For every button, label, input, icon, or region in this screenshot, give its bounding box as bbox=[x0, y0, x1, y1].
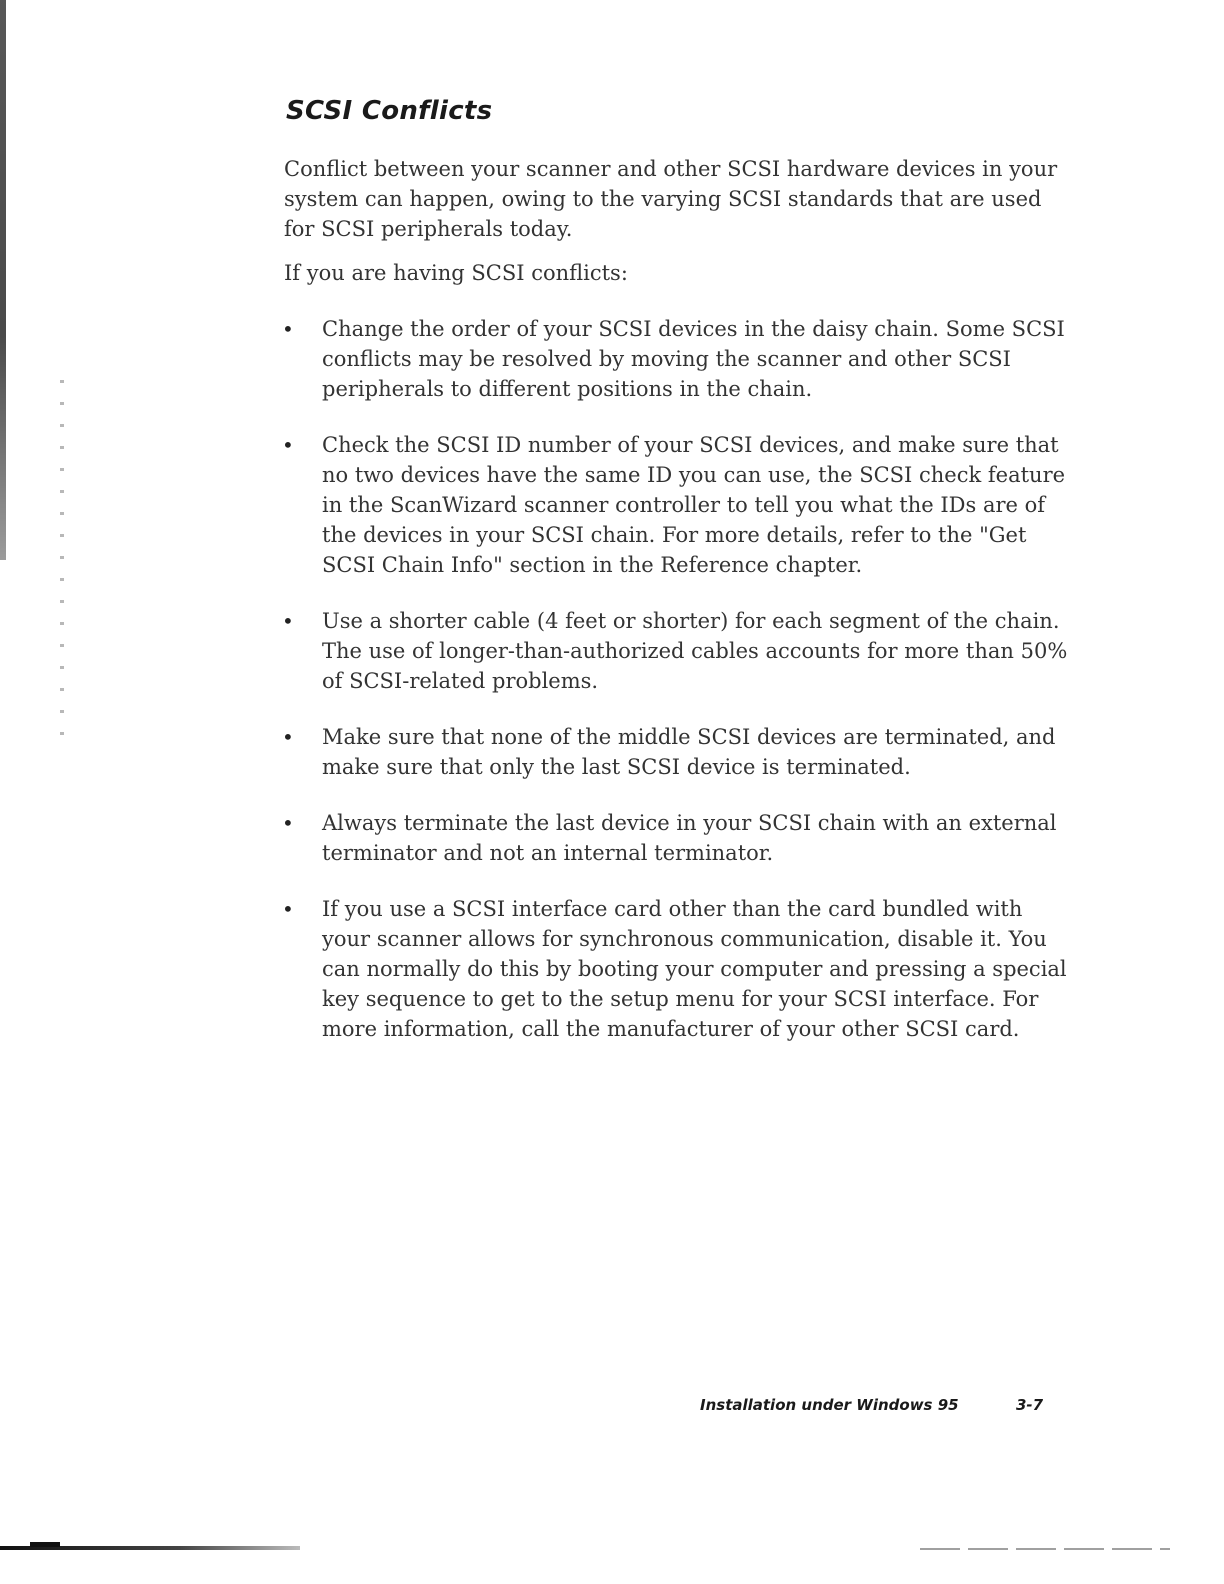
bullet-icon: • bbox=[282, 725, 294, 749]
scan-edge-bottom-right bbox=[920, 1548, 1170, 1550]
scan-artifacts bbox=[60, 380, 64, 740]
list-item bbox=[278, 722, 1068, 782]
bullet-icon: • bbox=[282, 317, 294, 341]
bullet-text: If you use a SCSI interface card other than the card bundled with your scanner allows for synchronous communication, disable it. You can normally do this by booting your computer and pressing a special key sequence to get to the setup menu for your SCSI interface. For more information, call the manufacturer of your other SCSI card. bbox=[322, 897, 1067, 1041]
bullet-list bbox=[278, 314, 1068, 1070]
list-item bbox=[278, 606, 1068, 696]
bullet-icon: • bbox=[282, 609, 294, 633]
bullet-text: Check the SCSI ID number of your SCSI devices, and make sure that no two devices have the same ID you can use, the SCSI check feature in the ScanWizard scanner controller to tell you what the IDs are of the devices in your SCSI chain. For more details, refer to the "Get SCSI Chain Info" section in the Reference chapter. bbox=[322, 433, 1066, 577]
scan-edge-bottom-left bbox=[0, 1546, 300, 1550]
bullet-text: Change the order of your SCSI devices in the daisy chain. Some SCSI conflicts may be resolved by moving the scanner and other SCSI peripherals to different positions in the chain. bbox=[322, 317, 1065, 401]
intro-paragraph: Conflict between your scanner and other SCSI hardware devices in your system can happen, owing to the varying SCSI standards that are used for SCSI peripherals today. bbox=[284, 157, 1058, 241]
scan-edge-left bbox=[0, 0, 6, 560]
list-item bbox=[278, 894, 1068, 1044]
bullet-icon: • bbox=[282, 811, 294, 835]
page-title: SCSI Conflicts bbox=[286, 96, 493, 126]
list-item bbox=[278, 808, 1068, 868]
list-item bbox=[278, 430, 1068, 580]
page-number: 3-7 bbox=[1016, 1396, 1044, 1414]
bullet-icon: • bbox=[282, 433, 294, 457]
bullet-icon: • bbox=[282, 897, 294, 921]
bullet-text: Use a shorter cable (4 feet or shorter) for each segment of the chain. The use of longer-than-authorized cables accounts for more than 50% of SCSI-related problems. bbox=[322, 609, 1068, 693]
bullet-text: Make sure that none of the middle SCSI devices are terminated, and make sure that only the last SCSI device is terminated. bbox=[322, 725, 1056, 779]
footer-section-title: Installation under Windows 95 bbox=[700, 1396, 959, 1414]
lead-paragraph: If you are having SCSI conflicts: bbox=[284, 261, 628, 285]
list-item bbox=[278, 314, 1068, 404]
bullet-text: Always terminate the last device in your SCSI chain with an external terminator and not an internal terminator. bbox=[322, 811, 1057, 865]
